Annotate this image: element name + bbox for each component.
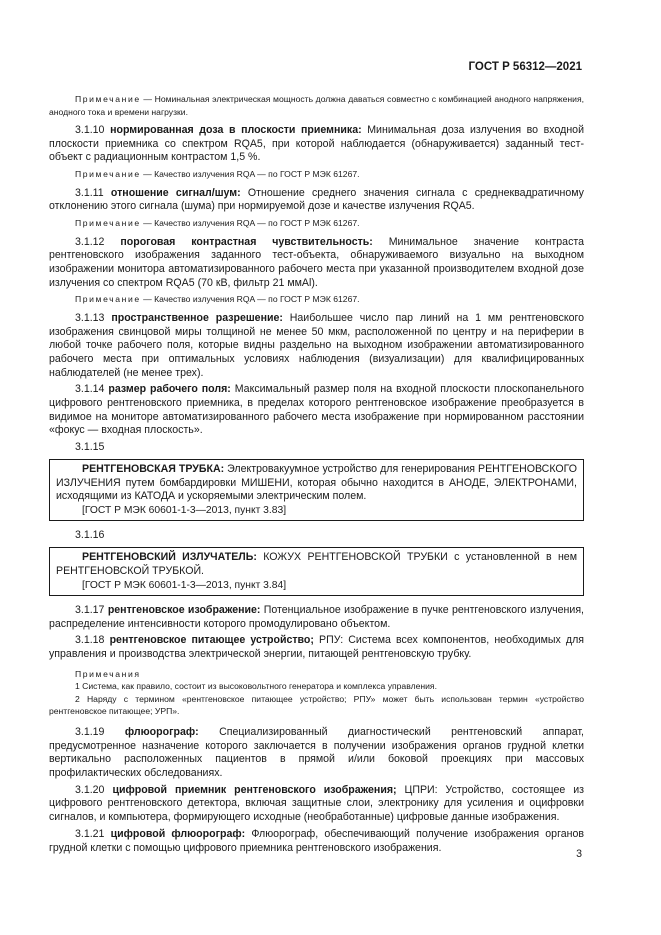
clause-term: нормированная доза в плоскости приемника: bbox=[110, 124, 362, 136]
clause-number: 3.1.18 bbox=[75, 634, 105, 647]
note-label: Примечание bbox=[75, 94, 141, 104]
clause-term: отношение сигнал/шум: bbox=[110, 186, 241, 199]
clause-term: цифровой приемник рентгеновского изображения; bbox=[112, 783, 397, 796]
clause-number: 3.1.19 bbox=[75, 725, 105, 738]
clause-text: Флюорограф, обеспечивающий получение изображения органов грудной клетки с помощью цифрового приемника рентгеновского изображения. bbox=[49, 827, 584, 854]
note-label: Примечание bbox=[75, 218, 141, 229]
note-label: Примечание bbox=[75, 169, 141, 180]
clause-text: Минимальная доза излучения во входной плоскости приемника со спектром RQA5, при которой наблюдается (обнаруживается) заданный тест-объект с радиационным контрастом 1,5 %. bbox=[49, 124, 584, 164]
dash: — bbox=[140, 294, 155, 305]
boxed-definition bbox=[49, 547, 584, 596]
clause-3-1-20 bbox=[49, 784, 584, 825]
clause-number: 3.1.13 bbox=[75, 311, 105, 324]
clause-text: Наибольшее число пар линий на 1 мм рентгеновского изображения свинцовой миры толщиной не менее 50 мкм, расположенной по центру и на периферии в любой точке рабочего поля, которые видны раздельно на выходном изображении автоматизированного рабочего места при оптимальных условиях наблюдения (визуализации) для квалифицированных наблюдателей (не менее трех). bbox=[49, 311, 585, 379]
clause-3-1-18 bbox=[49, 634, 584, 661]
note-text: Качество излучения RQA — по ГОСТ Р МЭК 61267. bbox=[154, 294, 360, 305]
clause-number: 3.1.17 bbox=[75, 604, 105, 617]
clause-text: РПУ: Система всех компонентов, необходимых для управления и производства электрической энергии, питающей рентгеновскую трубку. bbox=[49, 634, 584, 661]
clause-term: цифровой флюорограф: bbox=[110, 827, 246, 840]
notes-block bbox=[49, 668, 584, 718]
note bbox=[49, 168, 584, 181]
clause-3-1-16 bbox=[56, 551, 577, 578]
clause-3-1-12 bbox=[49, 236, 584, 291]
clause-text: КОЖУХ РЕНТГЕНОВСКОЙ ТРУБКИ с установленной в нем РЕНТГЕНОВСКОЙ ТРУБКОЙ. bbox=[56, 551, 577, 577]
clause-number: 3.1.21 bbox=[75, 827, 105, 840]
clause-term: флюорограф: bbox=[124, 725, 199, 738]
clause-text: Потенциальное изображение в пучке рентгеновского излучения, распределение интенсивности которого промодулировано объектом. bbox=[49, 604, 585, 630]
clause-text: ЦПРИ: Устройство, состоящее из цифрового рентгеновского детектора, включая защитные слои, электронику для усиления и оцифровки сигналов, и компьютера, формирующего исходные (необработанные) цифровые данные изображения. bbox=[49, 783, 584, 824]
note-label: Примечание bbox=[75, 294, 141, 305]
clause-term: РЕНТГЕНОВСКАЯ ТРУБКА: bbox=[82, 462, 225, 475]
note-item: 1 Система, как правило, состоит из высоковольтного генератора и комплекса управления. bbox=[75, 681, 437, 692]
note-text: Качество излучения RQA — по ГОСТ Р МЭК 61267. bbox=[154, 218, 360, 229]
clause-term: рентгеновское изображение: bbox=[107, 604, 261, 617]
clause-text: Специализированный диагностический рентгеновский аппарат, предусмотренное назначение которого заключается в получении изображения органов грудной клетки вертикально расположенных пациентов в прямой и/или боковой проекциях при массовых профилактических обследованиях. bbox=[49, 725, 584, 779]
dash: — bbox=[140, 94, 155, 104]
dash: — bbox=[140, 169, 155, 180]
clause-number: 3.1.14 bbox=[75, 383, 105, 396]
clause-3-1-11 bbox=[49, 187, 584, 214]
document-body bbox=[49, 93, 584, 858]
clause-number: 3.1.12 bbox=[75, 235, 105, 248]
note bbox=[49, 217, 584, 230]
page-number: 3 bbox=[576, 848, 582, 860]
note-item: 2 Наряду с термином «рентгеновское питающее устройство; РПУ» может быть использован термин «устройство рентгеновское питающее; УРП». bbox=[49, 693, 584, 717]
clause-3-1-15 bbox=[56, 463, 577, 504]
note bbox=[49, 293, 584, 306]
clause-text: Электровакуумное устройство для генерирования РЕНТГЕНОВСКОГО ИЗЛУЧЕНИЯ путем бомбардировки МИШЕНИ, которая обычно находится в АНОДЕ, ЭЛЕКТРОНАМИ, исходящими из КАТОДА и ускоряемыми электрическим полем. bbox=[56, 462, 577, 503]
clause-text: Минимальное значение контраста рентгеновского изображения заданного тест-объекта, обнаруживаемого визуально на выходном изображении монитора автоматизированного рабочего места при указанной производителем входной дозе излучения со спектром RQA5 (70 кВ, фильтр 21 ммAl). bbox=[49, 235, 584, 289]
dash: — bbox=[140, 218, 155, 229]
clause-term: рентгеновское питающее устройство; bbox=[109, 634, 314, 647]
clause-number: 3.1.10 bbox=[75, 124, 105, 136]
clause-3-1-19 bbox=[49, 726, 584, 781]
notes-heading: Примечания bbox=[75, 668, 141, 679]
boxed-definition bbox=[49, 459, 584, 522]
clause-number: 3.1.15 bbox=[75, 441, 105, 454]
clause-3-1-21 bbox=[49, 828, 584, 855]
note bbox=[49, 93, 584, 118]
note-text: Номинальная электрическая мощность должна даваться совместно с комбинацией анодного напряжения, анодного тока и времени нагрузки. bbox=[49, 94, 584, 117]
document-code: ГОСТ Р 56312—2021 bbox=[468, 61, 582, 73]
clause-3-1-13 bbox=[49, 312, 584, 381]
clause-3-1-10 bbox=[49, 124, 584, 165]
clause-term: пороговая контрастная чувствительность: bbox=[120, 235, 373, 248]
clause-text: Отношение среднего значения сигнала с среднеквадратичному отклонению этого сигнала (шума) при нормируемой дозе и качестве излучения RQA5. bbox=[49, 186, 584, 213]
clause-text: Максимальный размер поля на входной плоскости плоскопанельного цифрового рентгеновского приемника, в пределах которого рентгеновское изображение преобразуется в видимое на мониторе автоматизированного рабочего места изображение при нормированном расстоянии «фокус — входная плоскость». bbox=[49, 383, 584, 437]
clause-term: размер рабочего поля: bbox=[108, 383, 231, 396]
clause-3-1-17 bbox=[49, 604, 584, 631]
clause-term: РЕНТГЕНОВСКИЙ ИЗЛУЧАТЕЛЬ: bbox=[82, 551, 257, 564]
source-reference: [ГОСТ Р МЭК 60601-1-3—2013, пункт 3.83] bbox=[82, 504, 287, 516]
clause-3-1-14 bbox=[49, 383, 584, 438]
clause-number: 3.1.16 bbox=[75, 529, 105, 542]
clause-number: 3.1.11 bbox=[75, 186, 104, 199]
note-text: Качество излучения RQA — по ГОСТ Р МЭК 61267. bbox=[154, 169, 360, 180]
clause-number: 3.1.20 bbox=[75, 783, 105, 796]
source-reference: [ГОСТ Р МЭК 60601-1-3—2013, пункт 3.84] bbox=[82, 579, 287, 591]
clause-term: пространственное разрешение: bbox=[111, 311, 283, 324]
